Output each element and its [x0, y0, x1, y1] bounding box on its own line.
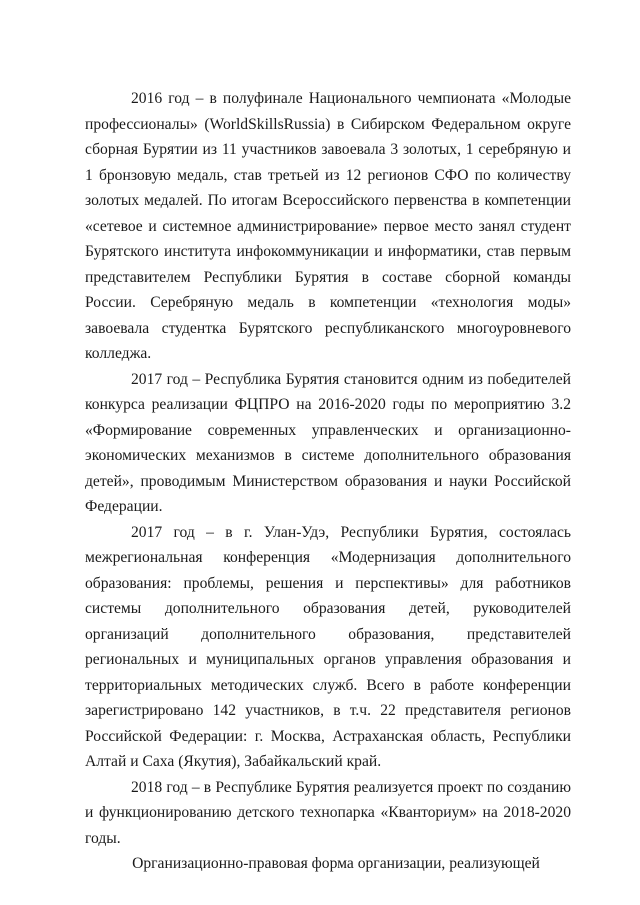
paragraph-2018-kvantorium: 2018 год – в Республике Бурятия реализуется проект по созданию и функционированию детского технопарка «Кванториум» на 2018-2020 годы. — [85, 778, 571, 847]
paragraph-2017-fcpro: 2017 год – Республика Бурятия становится одним из победителей конкурса реализации ФЦПРО на 2016-2020 годы по мероприятию 3.2 «Формирование современных управленческих и организационно-экономических механизмов в системе дополнительного образования детей», проводимым Министерством образования и науки Российской Федерации. — [85, 370, 571, 515]
section-heading: Организационно-правовая форма организации, реализующей — [132, 855, 540, 872]
paragraph-2016-worldskills: 2016 год – в полуфинале Национального чемпионата «Молодые профессионалы» (WorldSkillsRussia) в Сибирском Федеральном округе сборная Бурятии из 11 участников завоевала 3 золотых, 1 серебряную и 1 бронзовую медаль, став третьей из 12 регионов СФО по количеству золотых медалей. По итогам Всероссийского первенства в компетенции «сетевое и системное администрирование» первое место занял студент Бурятского института инфокоммуникации и информатики, став первым представителем Республики Бурятия в составе сборной команды России. Серебряную медаль в компетенции «технология моды» завоевала студентка Бурятского республиканского многоуровневого колледжа. — [85, 90, 571, 362]
document-page — [85, 86, 571, 877]
paragraph-2017-conference: 2017 год – в г. Улан-Удэ, Республики Бурятия, состоялась межрегиональная конференция «Модернизация дополнительного образования: проблемы, решения и перспективы» для работников системы дополнительного образования детей, руководителей организаций дополнительного образования, представителей региональных и муниципальных органов управления образования и территориальных методических служб. Всего в работе конференции зарегистрировано 142 участников, в т.ч. 22 представителя регионов Российской Федерации: г. Москва, Астраханская область, Республики Алтай и Саха (Якутия), Забайкальский край. — [85, 523, 571, 770]
